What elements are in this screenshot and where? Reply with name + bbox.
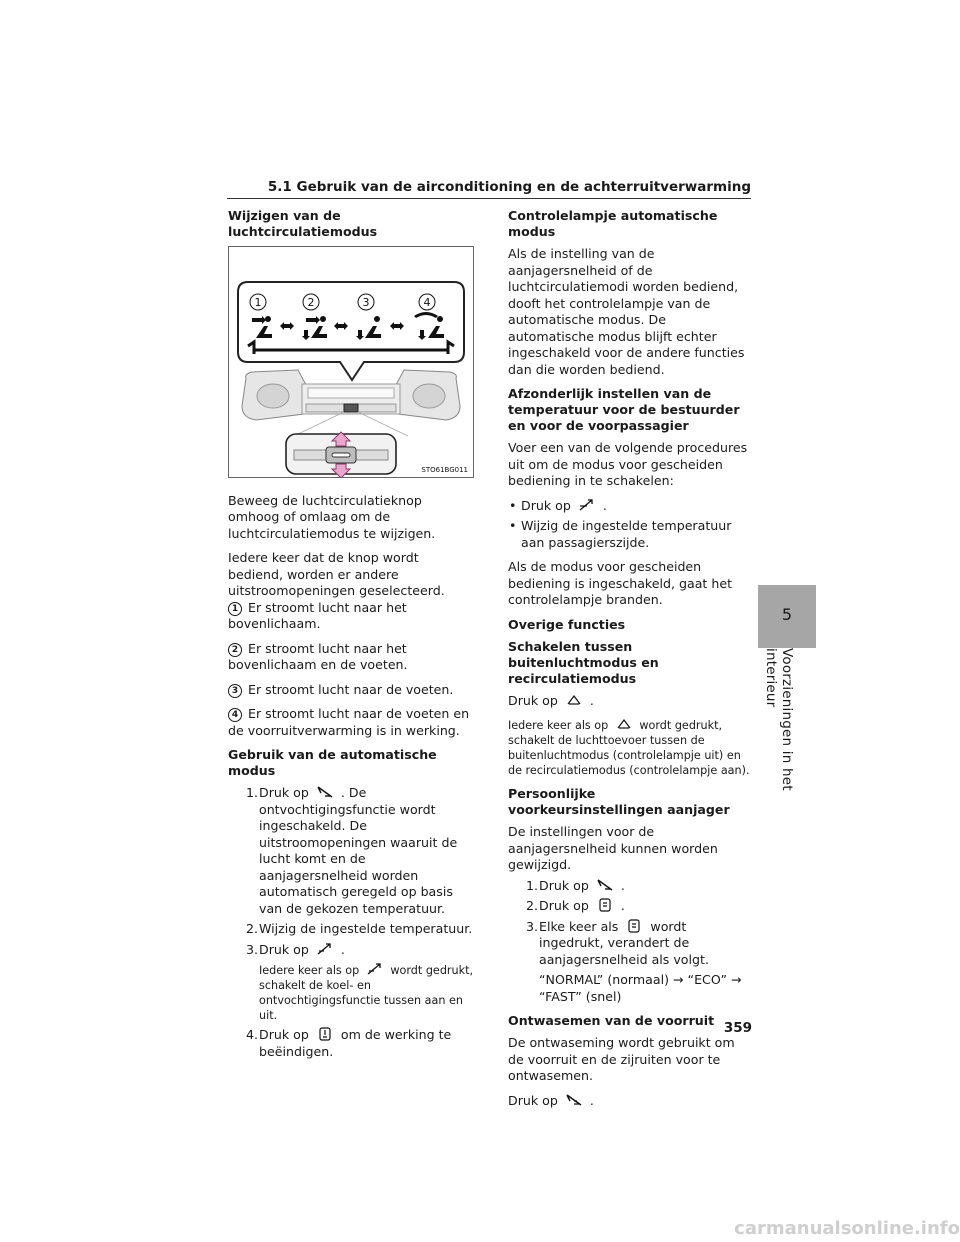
mode-item-3 [228,682,474,699]
figure-code: STO61BG011 [421,466,468,474]
recirculation-button-icon [615,717,633,731]
mode-number: 3 [228,684,242,698]
step-2: 2. Wijzig de ingestelde temperatuur. [245,921,473,936]
heading-recirculation: Schakelen tussen buitenluchtmodus en recirculatiemodus [508,638,659,686]
paragraph: Beweeg de luchtcirculatieknop omhoog of omlaag om de luchtcirculatiemodus te wijzigen. [228,492,436,541]
right-column [508,208,752,1117]
paragraph: Iedere keer dat de knop wordt bediend, worden er andere uitstroomopeningen geselecteerd. [228,550,445,598]
paragraph: De ontwaseming wordt gebruikt om de voorruit en de zijruiten voor te ontwasemen. [508,1035,735,1083]
mode-text: Er stroomt lucht naar de voeten. [248,681,454,697]
recirculation-button-icon [565,693,583,707]
fan-step-3: 3. Elke keer als wordt ingedrukt, verandert de aanjagersnelheid als volgt. [525,918,709,967]
bullet-2: • Wijzig de ingestelde temperatuur aan passagierszijde. [509,518,732,550]
paragraph: Als de instelling van de aanjagersnelheid of de luchtcirculatiemodi worden bediend, dooft het controlelampje van de automatische modus. De automatische modus blijft echter ingeschakeld voor de andere functies dan die worden bediend. [508,246,745,377]
step-3-note: Iedere keer als op wordt gedrukt, schakelt de koel- en ontvochtigingsfunctie tussen aan en uit. [259,964,474,1022]
mode-label-2: 2 [307,296,315,309]
chapter-tab [758,585,816,648]
chapter-title: Voorzieningen in het interieur [763,648,795,791]
mode-number: 1 [228,602,242,616]
paragraph: De instellingen voor de aanjagersnelheid kunnen worden gewijzigd. [508,824,718,872]
note: Iedere keer als op wordt gedrukt, schakelt de luchttoevoer tussen de buitenluchtmodus (controlelampje uit) en de recirculatiemodus (controlelampje aan). [508,719,750,777]
fan-mode-button-icon [596,898,614,912]
step-3: 3. Druk op . [245,941,345,957]
heading-airflow-mode: Wijzigen van de luchtcirculatiemodus [228,208,378,239]
auto-button-icon [596,878,614,892]
heading-auto-indicator: Controlelampje automatische modus [508,208,718,239]
heading-other-functions: Overige functies [508,616,626,632]
fan-step-2: 2. Druk op . [525,898,625,913]
bullet-1: • Druk op . [509,497,607,513]
section-title: 5.1 Gebruik van de airconditioning en de achterruitverwarming [267,179,751,195]
paragraph: Druk op . [508,692,594,708]
ac-button-icon [366,962,384,976]
paragraph: Als de modus voor gescheiden bediening is ingeschakeld, gaat het controlelampje branden. [508,559,733,607]
heading-dual-temp: Afzonderlijk instellen van de temperatuur voor de bestuurder en voor de voorpassagier [508,386,740,433]
step-1: 1. Druk op . De ontvochtigingsfunctie wordt ingeschakeld. De uitstroomopeningen waaruit de lucht komt en de aanjagersnelheid worden automatisch geregeld op basis van de gekozen temperatuur. [245,785,458,916]
chapter-number: 5 [781,605,793,624]
defog-button-icon [565,1093,583,1107]
paragraph: Druk op . [508,1092,594,1108]
dual-button-icon [578,498,596,512]
off-button-icon [316,1027,334,1041]
auto-button-icon [316,785,334,799]
auto-steps [228,785,474,1060]
mode-label-4: 4 [423,296,431,309]
mode-label-1: 1 [254,296,262,309]
mode-label-3: 3 [362,296,370,309]
step-4: 4. Druk op om de werking te beëindigen. [245,1027,452,1059]
fan-steps [508,878,752,1006]
page-header [227,176,751,199]
page-number: 359 [723,1020,752,1036]
mode-text: Er stroomt lucht naar de voeten en de voorruitverwarming is in werking. [228,706,470,738]
airflow-diagram [228,246,474,478]
watermark: carmanualsonline.info [734,1218,960,1239]
mode-item-1 [228,600,474,633]
fan-step-3-sequence: “NORMAL” (normaal) → “ECO” → “FAST” (snel) [539,972,742,1004]
mode-item-2 [228,641,474,674]
left-column [228,208,474,1068]
heading-defog: Ontwasemen van de voorruit [508,1013,715,1028]
mode-number: 4 [228,708,242,722]
fan-mode-button-icon [625,919,643,933]
heading-fan-preferences: Persoonlijke voorkeursinstellingen aanjager [508,786,730,817]
mode-item-4 [228,706,474,739]
ac-button-icon [316,942,334,956]
fan-step-1: 1. Druk op . [525,877,625,893]
airflow-figure [228,246,474,483]
mode-text: Er stroomt lucht naar het bovenlichaam en de voeten. [228,640,408,672]
mode-number: 2 [228,643,242,657]
paragraph: Voer een van de volgende procedures uit om de modus voor gescheiden bediening in te schakelen: [508,440,748,488]
heading-auto-mode: Gebruik van de automatische modus [228,747,437,778]
mode-text: Er stroomt lucht naar het bovenlichaam. [228,599,407,631]
